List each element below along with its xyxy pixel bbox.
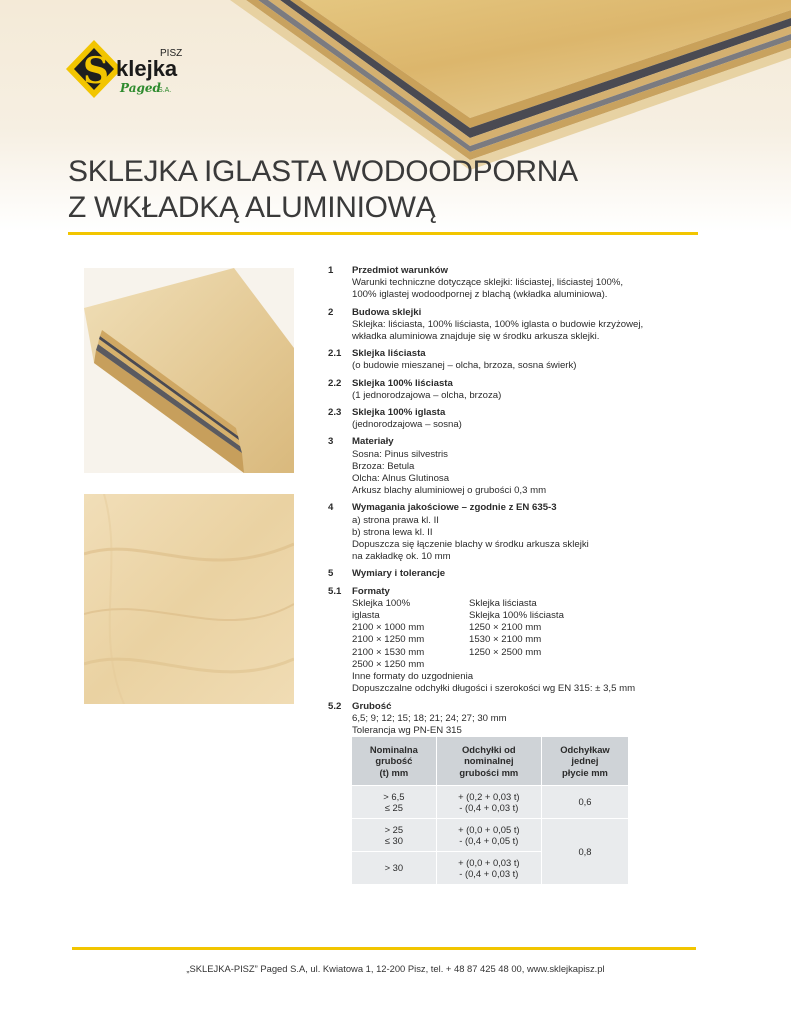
- cell-single-sheet: 0,6: [541, 786, 628, 819]
- header-nominal: Nominalna grubość (t) mm: [352, 737, 436, 786]
- footer-contact: „SKLEJKA-PISZ” Paged S.A, ul. Kwiatowa 1, 12-200 Pisz, tel. + 48 87 425 48 00, www.sklejkapisz.pl: [186, 963, 605, 974]
- formats-col-conifer: Sklejka 100% iglasta 2100 × 1000 mm 2100 × 1250 mm 2100 × 1530 mm 2500 × 1250 mm: [352, 597, 425, 670]
- cell-nominal: > 30: [352, 852, 436, 885]
- company-logo: [64, 38, 194, 100]
- logo-top-text: PISZ: [160, 48, 183, 59]
- formats-col-hardwood: Sklejka liściasta Sklejka 100% liściasta 1250 × 2100 mm 1530 × 2100 mm 1250 × 2500 mm: [469, 597, 564, 658]
- logo-s-glyph: S: [83, 50, 109, 92]
- footer-divider: [72, 947, 696, 950]
- thickness-tolerance-table: [352, 737, 628, 884]
- table-row: [352, 819, 628, 852]
- plywood-surface-photo: [84, 494, 294, 704]
- section-5: 5 Wymiary i tolerancje: [328, 568, 446, 580]
- cell-deviation: + (0,0 + 0,03 t) - (0,4 + 0,03 t): [436, 852, 541, 885]
- title-line-1: SKLEJKA IGLASTA WODOODPORNA: [68, 155, 578, 188]
- page-title: [68, 154, 628, 226]
- title-divider: [68, 232, 698, 235]
- section-5-2-thickness: 5.2 Grubość 6,5; 9; 12; 15; 18; 21; 24; 27; 30 mm Tolerancja wg PN-EN 315: [328, 700, 507, 736]
- logo-brand: klejka: [116, 56, 178, 81]
- logo-sub-brand: Paged: [120, 81, 161, 95]
- title-line-2: Z WKŁADKĄ ALUMINIOWĄ: [68, 191, 436, 224]
- section-2: 2 Budowa sklejki Sklejka: liściasta, 100% liściasta, 100% iglasta o budowie krzyżowej, wkładka aluminiowa znajduje się w środku arkusza sklejki.: [328, 306, 644, 343]
- table-header-row: [352, 737, 628, 786]
- section-5-1-formats: 5.1 Formaty Sklejka 100% iglasta 2100 × 1000 mm 2100 × 1250 mm 2100 × 1530 mm 2500 × 1250 mm Sklejka liściasta Sklejka 100% liściasta 1250 × 2100 mm 1530 × 2100 mm 1250 × 2500 mm Inne formaty do uzgodnienia Dopuszczalne odchyłki długości i szerokości wg EN 315: ± 3,5 mm: [328, 585, 636, 695]
- section-2-2: 2.2 Sklejka 100% liściasta (1 jednorodzajowa – olcha, brzoza): [328, 377, 502, 401]
- table-row: [352, 786, 628, 819]
- cell-nominal: > 6,5 ≤ 25: [352, 786, 436, 819]
- section-1: 1 Przedmiot warunków Warunki techniczne dotyczące sklejki: liściastej, liściastej 100%, 100% iglastej wodoodpornej z blachą (wkładka aluminiowa).: [328, 265, 624, 301]
- specification-list: [328, 265, 668, 742]
- cell-deviation: + (0,2 + 0,03 t) - (0,4 + 0,03 t): [436, 786, 541, 819]
- logo-suffix: S.A.: [158, 87, 172, 94]
- header-single-sheet: Odchyłkaw jednej płycie mm: [541, 737, 628, 786]
- cell-deviation: + (0,0 + 0,05 t) - (0,4 + 0,05 t): [436, 819, 541, 852]
- header-deviation: Odchyłki od nominalnej grubości mm: [436, 737, 541, 786]
- logo-graphic: [64, 38, 194, 100]
- cell-single-sheet: 0,8: [541, 819, 628, 885]
- section-4: 4 Wymagania jakościowe – zgodnie z EN 635-3 a) strona prawa kl. II b) strona lewa kl. II Dopuszcza się łączenie blachy w środku arkusza sklejki na zakładkę ok. 10 mm: [328, 502, 589, 563]
- section-2-1: 2.1 Sklejka liściasta (o budowie mieszanej – olcha, brzoza, sosna świerk): [328, 348, 577, 372]
- section-2-3: 2.3 Sklejka 100% iglasta (jednorodzajowa – sosna): [328, 407, 462, 431]
- section-3: 3 Materiały Sosna: Pinus silvestris Brzoza: Betula Olcha: Alnus Glutinosa Arkusz blachy aluminiowej o grubości 0,3 mm: [328, 436, 547, 497]
- plywood-edge-photo: [84, 268, 294, 473]
- cell-nominal: > 25 ≤ 30: [352, 819, 436, 852]
